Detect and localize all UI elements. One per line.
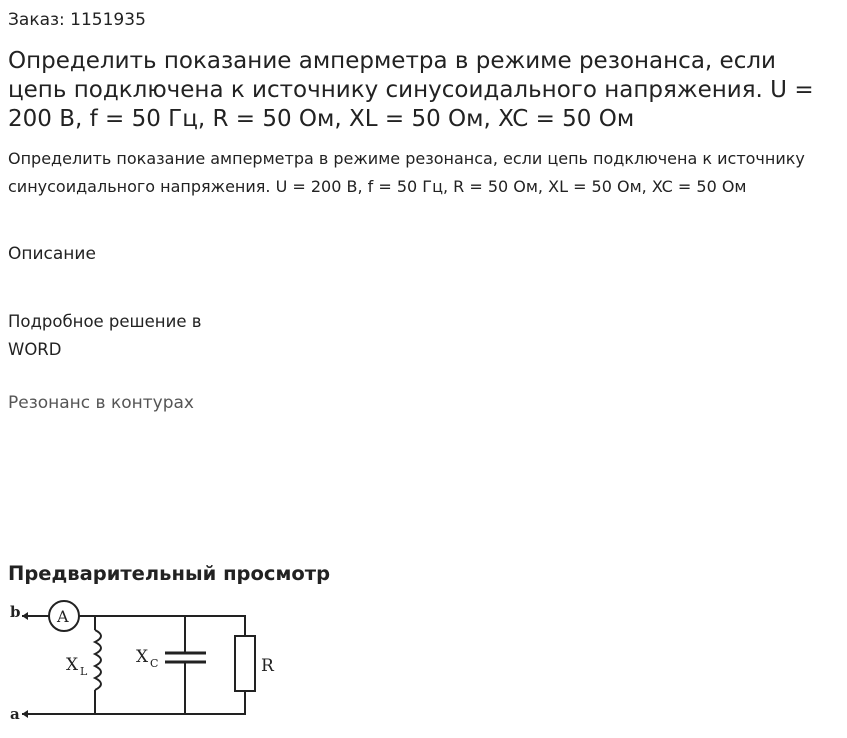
- resistor-label: R: [261, 656, 274, 676]
- terminal-a-label: a: [10, 705, 20, 723]
- ammeter-label: A: [57, 607, 69, 626]
- inductor-coil: [95, 630, 101, 690]
- solution-format-text: Подробное решение в WORD: [8, 312, 202, 359]
- task-description: Определить показание амперметра в режиме резонанса, если цепь подключена к источнику синусоидального напряжения. U = 200 В, f = 50 Гц, R = 50 Ом, XL = 50 Ом, XC = 50 Ом: [8, 149, 805, 196]
- circuit-diagram: [8, 598, 283, 723]
- inductor-sub-label: L: [80, 665, 88, 678]
- order-number: Заказ: 1151935: [8, 10, 146, 30]
- preview-heading: Предварительный просмотр: [8, 562, 331, 585]
- inductor-label: X: [66, 655, 79, 675]
- capacitor-label: X: [136, 647, 149, 667]
- page-title: Определить показание амперметра в режиме резонанса, если цепь подключена к источнику синусоидального напряжения. U = 200 В, f = 50 Гц, R = 50 Ом, XL = 50 Ом, XC = 50 Ом: [8, 48, 814, 132]
- capacitor-sub-label: C: [150, 657, 159, 670]
- terminal-b-arrow: [22, 612, 28, 620]
- description-label: Описание: [8, 244, 96, 264]
- resistor-body: [235, 636, 255, 691]
- terminal-a-arrow: [22, 710, 28, 718]
- terminal-b-label: b: [10, 603, 21, 621]
- category-link[interactable]: Резонанс в контурах: [8, 393, 194, 413]
